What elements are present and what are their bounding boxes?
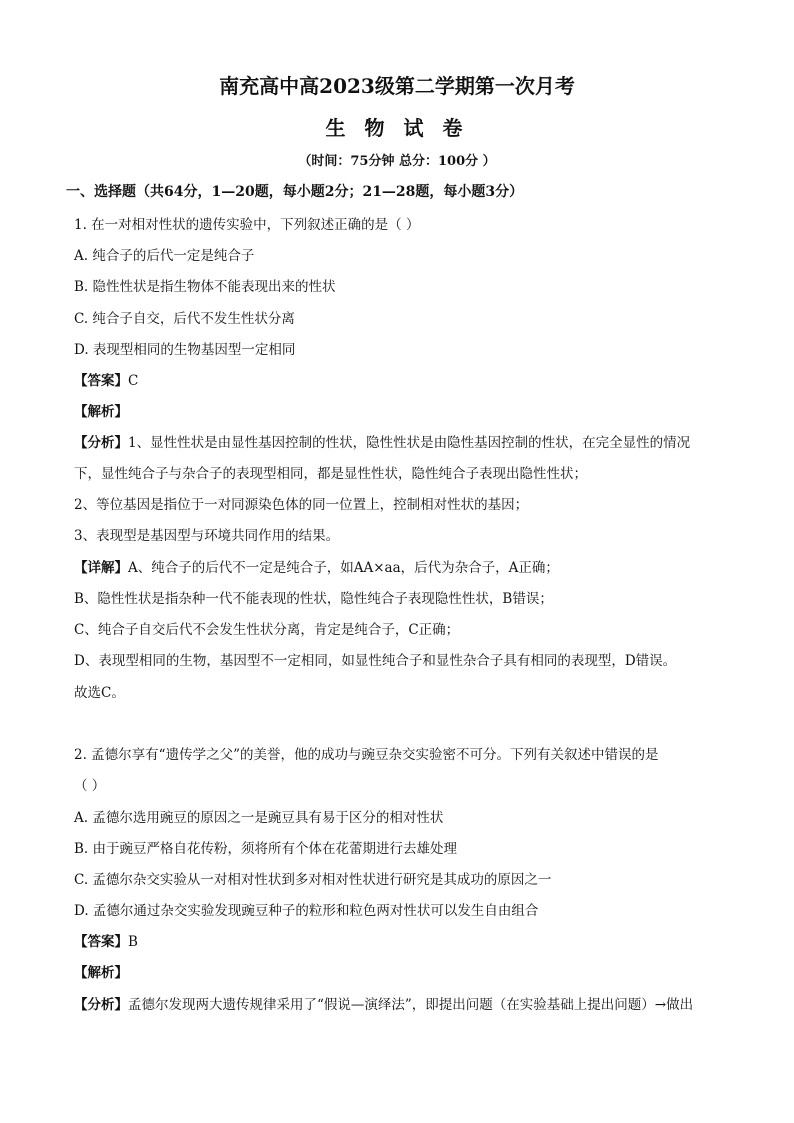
q1-detail-line: B、隐性性状是指杂种一代不能表现的性状，隐性纯合子表现隐性性状，B错误；: [74, 591, 553, 607]
q1-fenxi-line: 下，显性纯合子与杂合子的表现型相同，都是显性性状，隐性纯合子表现出隐性性状；: [74, 466, 587, 482]
fenxi-tag: 【分析】: [74, 435, 128, 451]
section-heading: 一、选择题（共64分，1—20题，每小题2分；21—28题，每小题3分）: [66, 184, 524, 200]
q1-detail-line: 故选C。: [74, 685, 125, 701]
fenxi-text: 1、显性性状是由显性基因控制的性状，隐性性状是由隐性基因控制的性状，在完全显性的情况: [128, 435, 691, 451]
q2-stem-cont: （ ）: [74, 778, 106, 794]
answer-value: C: [128, 373, 139, 389]
q1-analysis-tag: 【解析】: [74, 404, 128, 420]
q1-fenxi-line: 2、等位基因是指位于一对同源染色体的同一位置上，控制相对性状的基因；: [74, 497, 529, 513]
q1-detail-line: D、表现型相同的生物，基因型不一定相同，如显性纯合子和显性杂合子具有相同的表现型，D错误。: [74, 653, 677, 669]
q1-detail-line: [74, 556, 559, 576]
q1-fenxi-line: 3、表现型是基因型与环境共同作用的结果。: [74, 528, 340, 544]
answer-value: B: [128, 934, 138, 950]
exam-title: 南充高中高2023级第二学期第一次月考: [219, 74, 575, 98]
q2-option-b: B. 由于豌豆严格自花传粉，须将所有个体在花蕾期进行去雄处理: [74, 841, 458, 857]
q1-stem: 1. 在一对相对性状的遗传实验中，下列叙述正确的是（ ）: [74, 217, 420, 233]
q1-option-c: C. 纯合子自交，后代不发生性状分离: [74, 311, 295, 327]
q1-option-d: D. 表现型相同的生物基因型一定相同: [74, 342, 296, 358]
exam-subject: 生 物 试 卷: [325, 116, 469, 140]
q2-option-a: A. 孟德尔选用豌豆的原因之一是豌豆具有易于区分的相对性状: [74, 810, 444, 826]
fenxi-tag: 【分析】: [74, 997, 128, 1013]
answer-tag: 【答案】: [74, 373, 128, 389]
q2-fenxi-line: [74, 993, 693, 1013]
q1-detail-line: C、纯合子自交后代不会发生性状分离，肯定是纯合子，C正确；: [74, 622, 460, 638]
detail-tag: 【详解】: [74, 560, 128, 576]
q1-option-b: B. 隐性性状是指生物体不能表现出来的性状: [74, 279, 336, 295]
q1-fenxi-line: [74, 431, 690, 451]
q1-answer: [74, 369, 138, 389]
q2-analysis-tag: 【解析】: [74, 965, 128, 981]
q1-option-a: A. 纯合子的后代一定是纯合子: [74, 248, 255, 264]
fenxi-text: 孟德尔发现两大遗传规律采用了“假说—演绎法”，即提出问题（在实验基础上提出问题）→做出: [128, 997, 694, 1013]
q2-stem: 2. 孟德尔享有“遗传学之父”的美誉，他的成功与豌豆杂交实验密不可分。下列有关叙述中错误的是: [74, 747, 659, 763]
exam-meta: （时间：75分钟 总分：100分 ）: [298, 154, 496, 169]
q2-option-d: D. 孟德尔通过杂交实验发现豌豆种子的粒形和粒色两对性状可以发生自由组合: [74, 903, 539, 919]
answer-tag: 【答案】: [74, 934, 128, 950]
q2-option-c: C. 孟德尔杂交实验从一对相对性状到多对相对性状进行研究是其成功的原因之一: [74, 872, 552, 888]
q2-answer: [74, 930, 138, 950]
detail-text: A、纯合子的后代不一定是纯合子，如AA×aa，后代为杂合子，A正确；: [128, 560, 559, 576]
